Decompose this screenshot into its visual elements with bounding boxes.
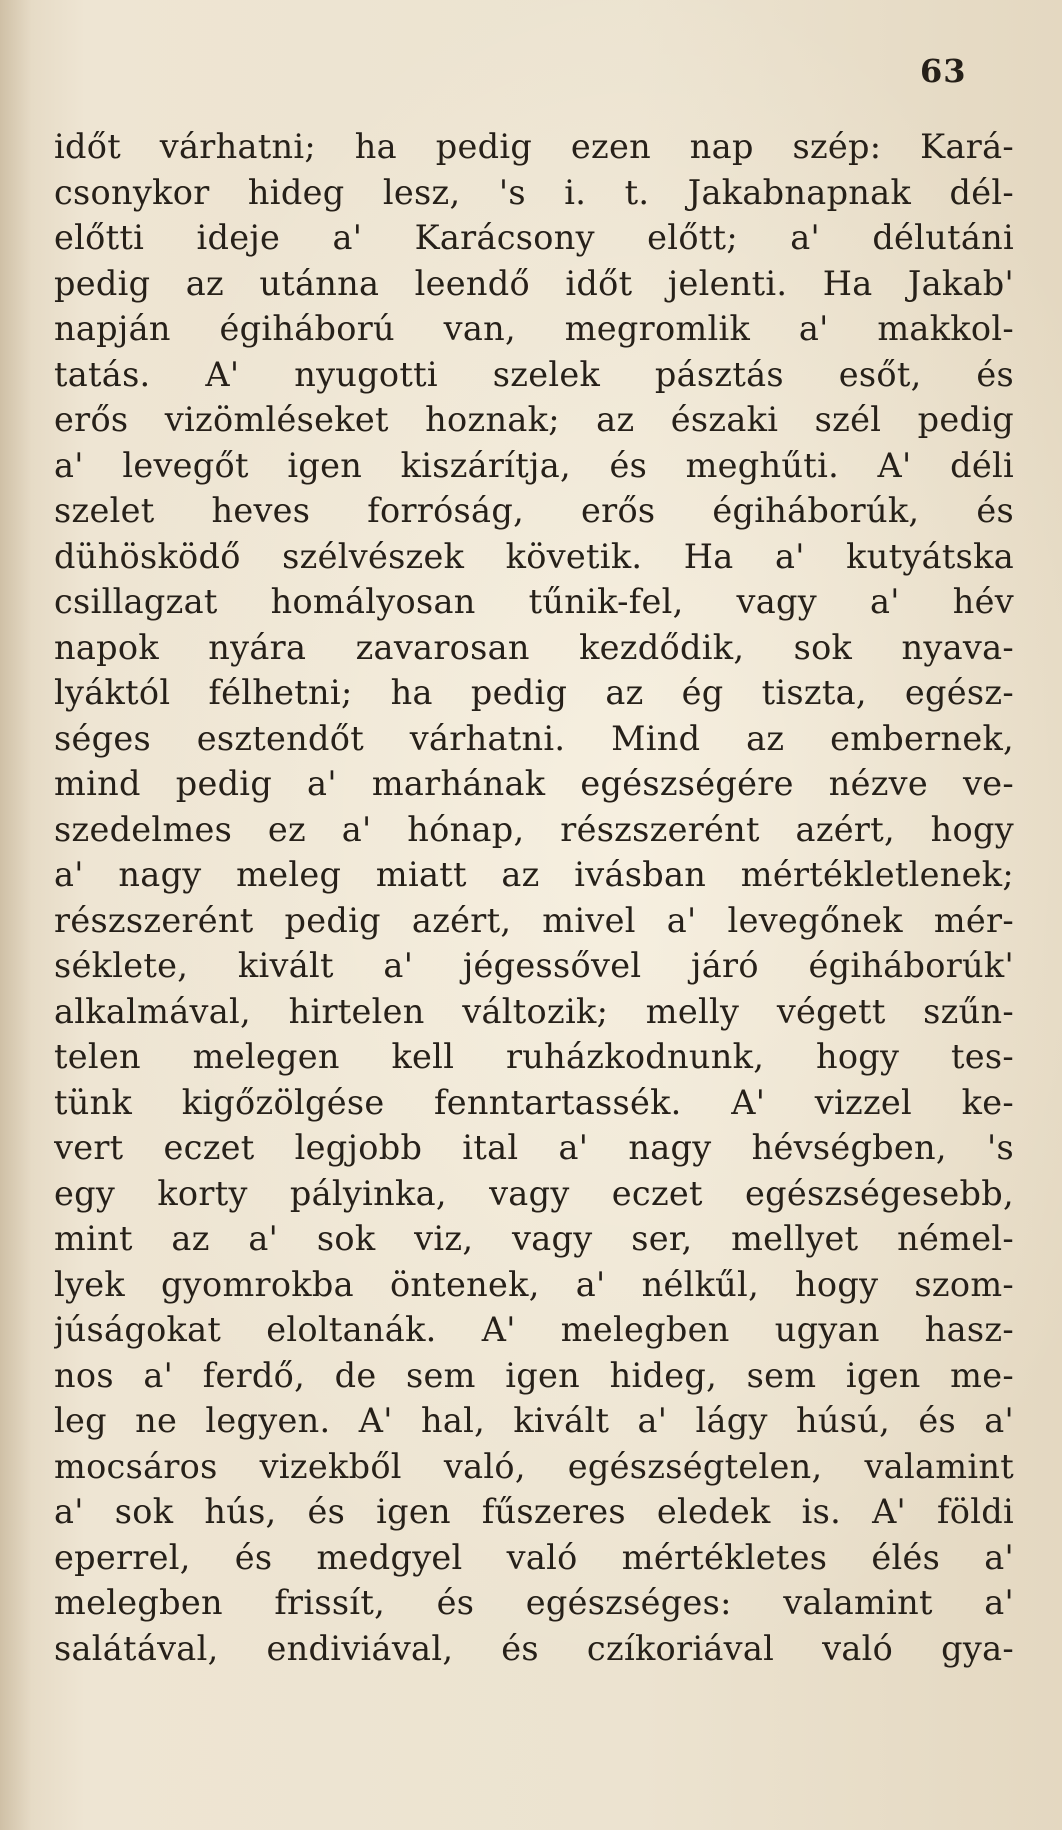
text-line: előtti ideje a' Karácsony előtt; a' délutáni [54,218,1014,257]
text-line: alkalmával, hirtelen változik; melly végett szűn- [54,991,1014,1031]
text-line: nos a' ferdő, de sem igen hideg, sem igen me- [54,1355,1014,1395]
text-line: júságokat eloltanák. A' melegben ugyan hasz- [54,1310,1014,1349]
text-line: pedig az utánna leendő időt jelenti. Ha Jakab' [54,263,1014,303]
text-line: szedelmes ez a' hónap, részszerént azért, hogy [54,809,1014,849]
text-line: salátával, endiviával, és czíkoriával való gya- [54,1628,1014,1668]
text-line: napján égiháború van, megromlik a' makkol- [54,309,1014,348]
page-number: 63 [920,52,967,90]
text-line: csillagzat homályosan tűnik-fel, vagy a' hév [54,582,1014,621]
text-line: dühösködő szélvészek követik. Ha a' kutyátska [54,536,1014,576]
text-line: lyáktól félhetni; ha pedig az ég tiszta, egész- [54,673,1014,712]
text-line: mocsáros vizekből való, egészségtelen, valamint [54,1446,1014,1486]
text-line: lyek gyomrokba öntenek, a' nélkűl, hogy szom- [54,1264,1014,1304]
text-line: szelet heves forróság, erős égiháborúk, és [54,491,1014,530]
text-line: egy korty pályinka, vagy eczet egészségesebb, [54,1173,1014,1213]
text-line: tatás. A' nyugotti szelek pásztás esőt, és [54,354,1014,394]
text-line: részszerént pedig azért, mivel a' levegőnek mér- [54,900,1014,940]
text-line: melegben frissít, és egészséges: valamint a' [54,1583,1014,1622]
text-line: erős vizömléseket hoznak; az északi szél pedig [54,400,1014,439]
text-line: mind pedig a' marhának egészségére nézve ve- [54,764,1014,803]
text-line: telen melegen kell ruházkodnunk, hogy tes- [54,1037,1014,1076]
text-line: tünk kigőzölgése fenntartassék. A' vizzel ke- [54,1082,1014,1122]
text-line: a' sok hús, és igen fűszeres eledek is. A' földi [54,1492,1014,1531]
text-line: eperrel, és medgyel való mértékletes élés a' [54,1537,1014,1577]
text-line: napok nyára zavarosan kezdődik, sok nyava- [54,627,1014,667]
text-line: leg ne legyen. A' hal, kivált a' lágy húsú, és a' [54,1401,1014,1440]
text-line: csonykor hideg lesz, 's i. t. Jakabnapnak dél- [54,172,1014,212]
text-line: vert eczet legjobb ital a' nagy hévségben, 's [54,1128,1014,1167]
text-line: a' nagy meleg miatt az ivásban mértékletlenek; [54,855,1014,894]
text-line: séges esztendőt várhatni. Mind az embernek, [54,718,1014,758]
text-line: időt várhatni; ha pedig ezen nap szép: Kará- [54,127,1014,166]
text-line: a' levegőt igen kiszárítja, és meghűti. A' déli [54,445,1014,485]
body-text [54,124,1014,1671]
text-line: séklete, kivált a' jégessővel járó égiháborúk' [54,946,1014,985]
text-line: mint az a' sok viz, vagy ser, mellyet némel- [54,1219,1014,1258]
